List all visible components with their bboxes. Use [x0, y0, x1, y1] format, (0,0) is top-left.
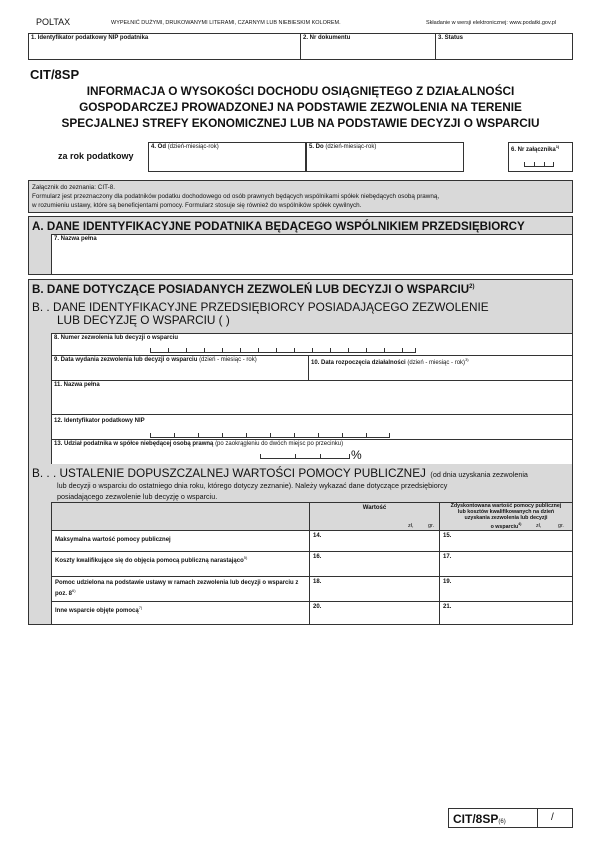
share-percent-ticks: [260, 454, 350, 459]
form-title: [28, 83, 573, 131]
section-b-title-text: B. DANE DOTYCZĄCE POSIADANYCH ZEZWOLEŃ LUB DECYZJI O WSPARCIU: [32, 283, 470, 296]
aid-discounted-field-number: 19.: [443, 579, 452, 585]
nip-field[interactable]: [29, 34, 301, 59]
aid-value-field[interactable]: [309, 576, 439, 601]
aid-row-label: [51, 576, 309, 601]
aid-row-label: [51, 530, 309, 551]
section-b2-title-line-1: [32, 467, 571, 480]
section-b-title-sup: 2): [469, 284, 475, 291]
permit-date-label: 9. Data wydania zezwolenia lub decyzji o wsparciu (dzień - miesiąc - rok): [54, 357, 257, 363]
section-b1-title-line-2: LUB DECYZJĘ O WSPARCIU ( ): [57, 313, 230, 327]
aid-value-field[interactable]: [309, 530, 439, 551]
aid-table-col-discounted: [439, 502, 572, 530]
intro-line-3: w rozumieniu ustawy, które są beneficjentami pomocy. Formularz stosuje się również do wspólników spółek cywilnych.: [32, 202, 362, 209]
entrepreneur-nip-label: 12. Identyfikator podatkowy NIP: [54, 418, 145, 424]
fill-instruction: WYPEŁNIĆ DUŻYMI, DRUKOWANYMI LITERAMI, CZARNYM LUB NIEBIESKIM KOLOREM.: [111, 20, 341, 26]
aid-col-value-label: Wartość: [362, 505, 387, 511]
attachment-number-field[interactable]: [508, 142, 573, 172]
aid-table-header-blank: [51, 502, 309, 530]
aid-discounted-field-number: 17.: [443, 554, 452, 560]
aid-row-label-text: Pomoc udzielona na podstawie ustawy w ramach zezwolenia lub decyzji o wsparciu z poz. 8: [55, 580, 299, 597]
intro-line-1: Załącznik do zeznania: CIT-8.: [32, 184, 115, 191]
aid-table-col-value: [309, 502, 439, 530]
entrepreneur-nip-ticks: [150, 433, 390, 438]
period-to-field[interactable]: [306, 142, 464, 172]
aid-col-discounted-line-1: Zdyskontowana wartość pomocy publicznej: [450, 503, 562, 509]
aid-discounted-field[interactable]: [439, 551, 572, 576]
footer-divider: [537, 809, 538, 827]
section-b2-desc-2: lub decyzji o wsparciu do ostatniego dnia roku, którego dotyczy zeznanie). Należy wykazać dane dotyczące przedsiębiorcy: [57, 481, 448, 490]
aid-col-discounted-unit-gr: gr.: [558, 523, 564, 529]
entrepreneur-name-label: 11. Nazwa pełna: [54, 382, 100, 388]
aid-value-field-number: 20.: [313, 604, 322, 610]
section-a: [28, 216, 573, 275]
section-b: [28, 279, 573, 625]
aid-table: [51, 502, 572, 626]
share-percent-field[interactable]: [51, 439, 572, 464]
form-title-line-1: INFORMACJA O WYSOKOŚCI DOCHODU OSIĄGNIĘTEGO Z DZIAŁALNOŚCI: [86, 84, 515, 98]
share-percent-label: 13. Udział podatnika w spółce niebędącej osobą prawną (po zaokrągleniu do dwóch miejsc po przecinku): [54, 441, 344, 447]
intro-box: [28, 180, 573, 213]
section-b2-title: [32, 467, 571, 502]
aid-discounted-field-number: 15.: [443, 533, 452, 539]
aid-row-label-text: Inne wsparcie objęte pomocą: [55, 608, 139, 614]
aid-discounted-field-number: 21.: [443, 604, 452, 610]
footer-code: [453, 812, 506, 826]
entrepreneur-name-field[interactable]: [51, 380, 572, 414]
form-title-line-3: SPECJALNEJ STREFY EKONOMICZNEJ LUB NA PODSTAWIE DECYZJI O WSPARCIU: [61, 116, 540, 130]
aid-row-label: [51, 551, 309, 576]
top-fields-row: [28, 33, 573, 60]
aid-col-discounted-line-4: o wsparciu$^{4)}$: [490, 522, 522, 530]
intro-line-2: Formularz jest przeznaczony dla podatników podatku dochodowego od osób prawnych będących wspólnikami spółek niebędących osobą prawną,: [32, 193, 440, 200]
footer-code-box: [448, 808, 573, 828]
full-name-label: 7. Nazwa pełna: [54, 236, 97, 242]
form-code: CIT/8SP: [30, 67, 80, 82]
footer-version: (6): [498, 819, 506, 825]
aid-discounted-field[interactable]: [439, 601, 572, 624]
aid-value-field-number: 16.: [313, 554, 322, 560]
section-b-title: [32, 283, 474, 296]
section-b2-desc-1: (od dnia uzyskania zezwolenia: [430, 470, 528, 479]
aid-value-field[interactable]: [309, 551, 439, 576]
electronic-filing-note: Składanie w wersji elektronicznej: www.podatki.gov.pl: [426, 20, 557, 26]
aid-row-label-sup: 6): [72, 588, 76, 593]
aid-table-row: [51, 601, 572, 624]
aid-row-label-text: Koszty kwalifikujące się do objęcia pomocą publiczną narastająco: [55, 558, 244, 564]
period-from-label: 4. Od (dzień-miesiąc-rok): [151, 144, 219, 150]
permit-number-label: 8. Numer zezwolenia lub decyzji o wsparciu: [54, 335, 179, 341]
activity-start-date-field[interactable]: [308, 355, 572, 380]
section-a-title: A. DANE IDENTYFIKACYJNE PODATNIKA BĘDĄCEGO WSPÓLNIKIEM PRZEDSIĘBIORCY: [32, 220, 525, 233]
period-from-field[interactable]: [148, 142, 306, 172]
aid-col-value-unit-gr: gr.: [428, 523, 435, 529]
attachment-ticks: [524, 162, 554, 167]
tax-year-label: za rok podatkowy: [58, 151, 134, 161]
aid-table-row: [51, 551, 572, 576]
header: [28, 17, 573, 30]
activity-start-date-label: 10. Data rozpoczęcia działalności (dzień - miesiąc - rok)$^{3)}$: [311, 357, 469, 366]
permit-number-ticks: [150, 348, 416, 353]
footer-page-slash: /: [551, 812, 554, 823]
document-number-label: 2. Nr dokumentu: [303, 35, 351, 41]
aid-table-row: [51, 530, 572, 551]
aid-col-value-unit-zl: zł,: [408, 523, 414, 529]
footer-code-text: CIT/8SP: [453, 812, 499, 826]
full-name-field[interactable]: [51, 234, 572, 274]
aid-value-field[interactable]: [309, 601, 439, 624]
nip-label: 1. Identyfikator podatkowy NIP podatnika: [31, 35, 149, 41]
attachment-number-label: 6. Nr załącznika$^{1)}$: [511, 144, 560, 153]
aid-row-label-sup: 5): [243, 555, 248, 560]
form-title-line-2: GOSPODARCZEJ PROWADZONEJ NA PODSTAWIE ZEZWOLENIA NA TERENIE: [79, 100, 522, 114]
entrepreneur-nip-field[interactable]: [51, 414, 572, 439]
permit-date-field[interactable]: [51, 355, 308, 380]
aid-value-field-number: 18.: [313, 579, 322, 585]
section-b2-heading: B. . . USTALENIE DOPUSZCZALNEJ WARTOŚCI POMOCY PUBLICZNEJ: [32, 466, 426, 480]
section-b1-title: [32, 301, 489, 327]
aid-row-label: [51, 601, 309, 624]
status-field: [436, 34, 572, 59]
aid-col-discounted-line-3: uzyskania zezwolenia lub decyzji: [464, 515, 548, 521]
brand-label: POLTAX: [36, 17, 71, 27]
aid-value-field-number: 14.: [313, 533, 322, 539]
aid-row-label-sup: 7): [138, 605, 143, 610]
status-label: 3. Status: [438, 35, 464, 41]
aid-col-discounted-line-2: lub kosztów kwalifikowanych na dzień: [457, 509, 555, 515]
section-b1-title-line-1: B. . DANE IDENTYFIKACYJNE PRZEDSIĘBIORCY POSIADAJĄCEGO ZEZWOLENIE: [32, 300, 489, 314]
section-b2-desc-3: posiadającego zezwolenie lub decyzję o wsparciu.: [57, 492, 218, 501]
aid-table-row: [51, 576, 572, 601]
aid-col-discounted-unit-zl: zł,: [536, 523, 542, 529]
percent-sign: %: [351, 448, 362, 462]
aid-row-label-text: Maksymalna wartość pomocy publicznej: [55, 537, 171, 543]
permit-number-field[interactable]: [51, 333, 572, 355]
aid-discounted-field[interactable]: [439, 530, 572, 551]
document-number-field: [301, 34, 436, 59]
period-to-label: 5. Do (dzień-miesiąc-rok): [309, 144, 377, 150]
aid-discounted-field[interactable]: [439, 576, 572, 601]
